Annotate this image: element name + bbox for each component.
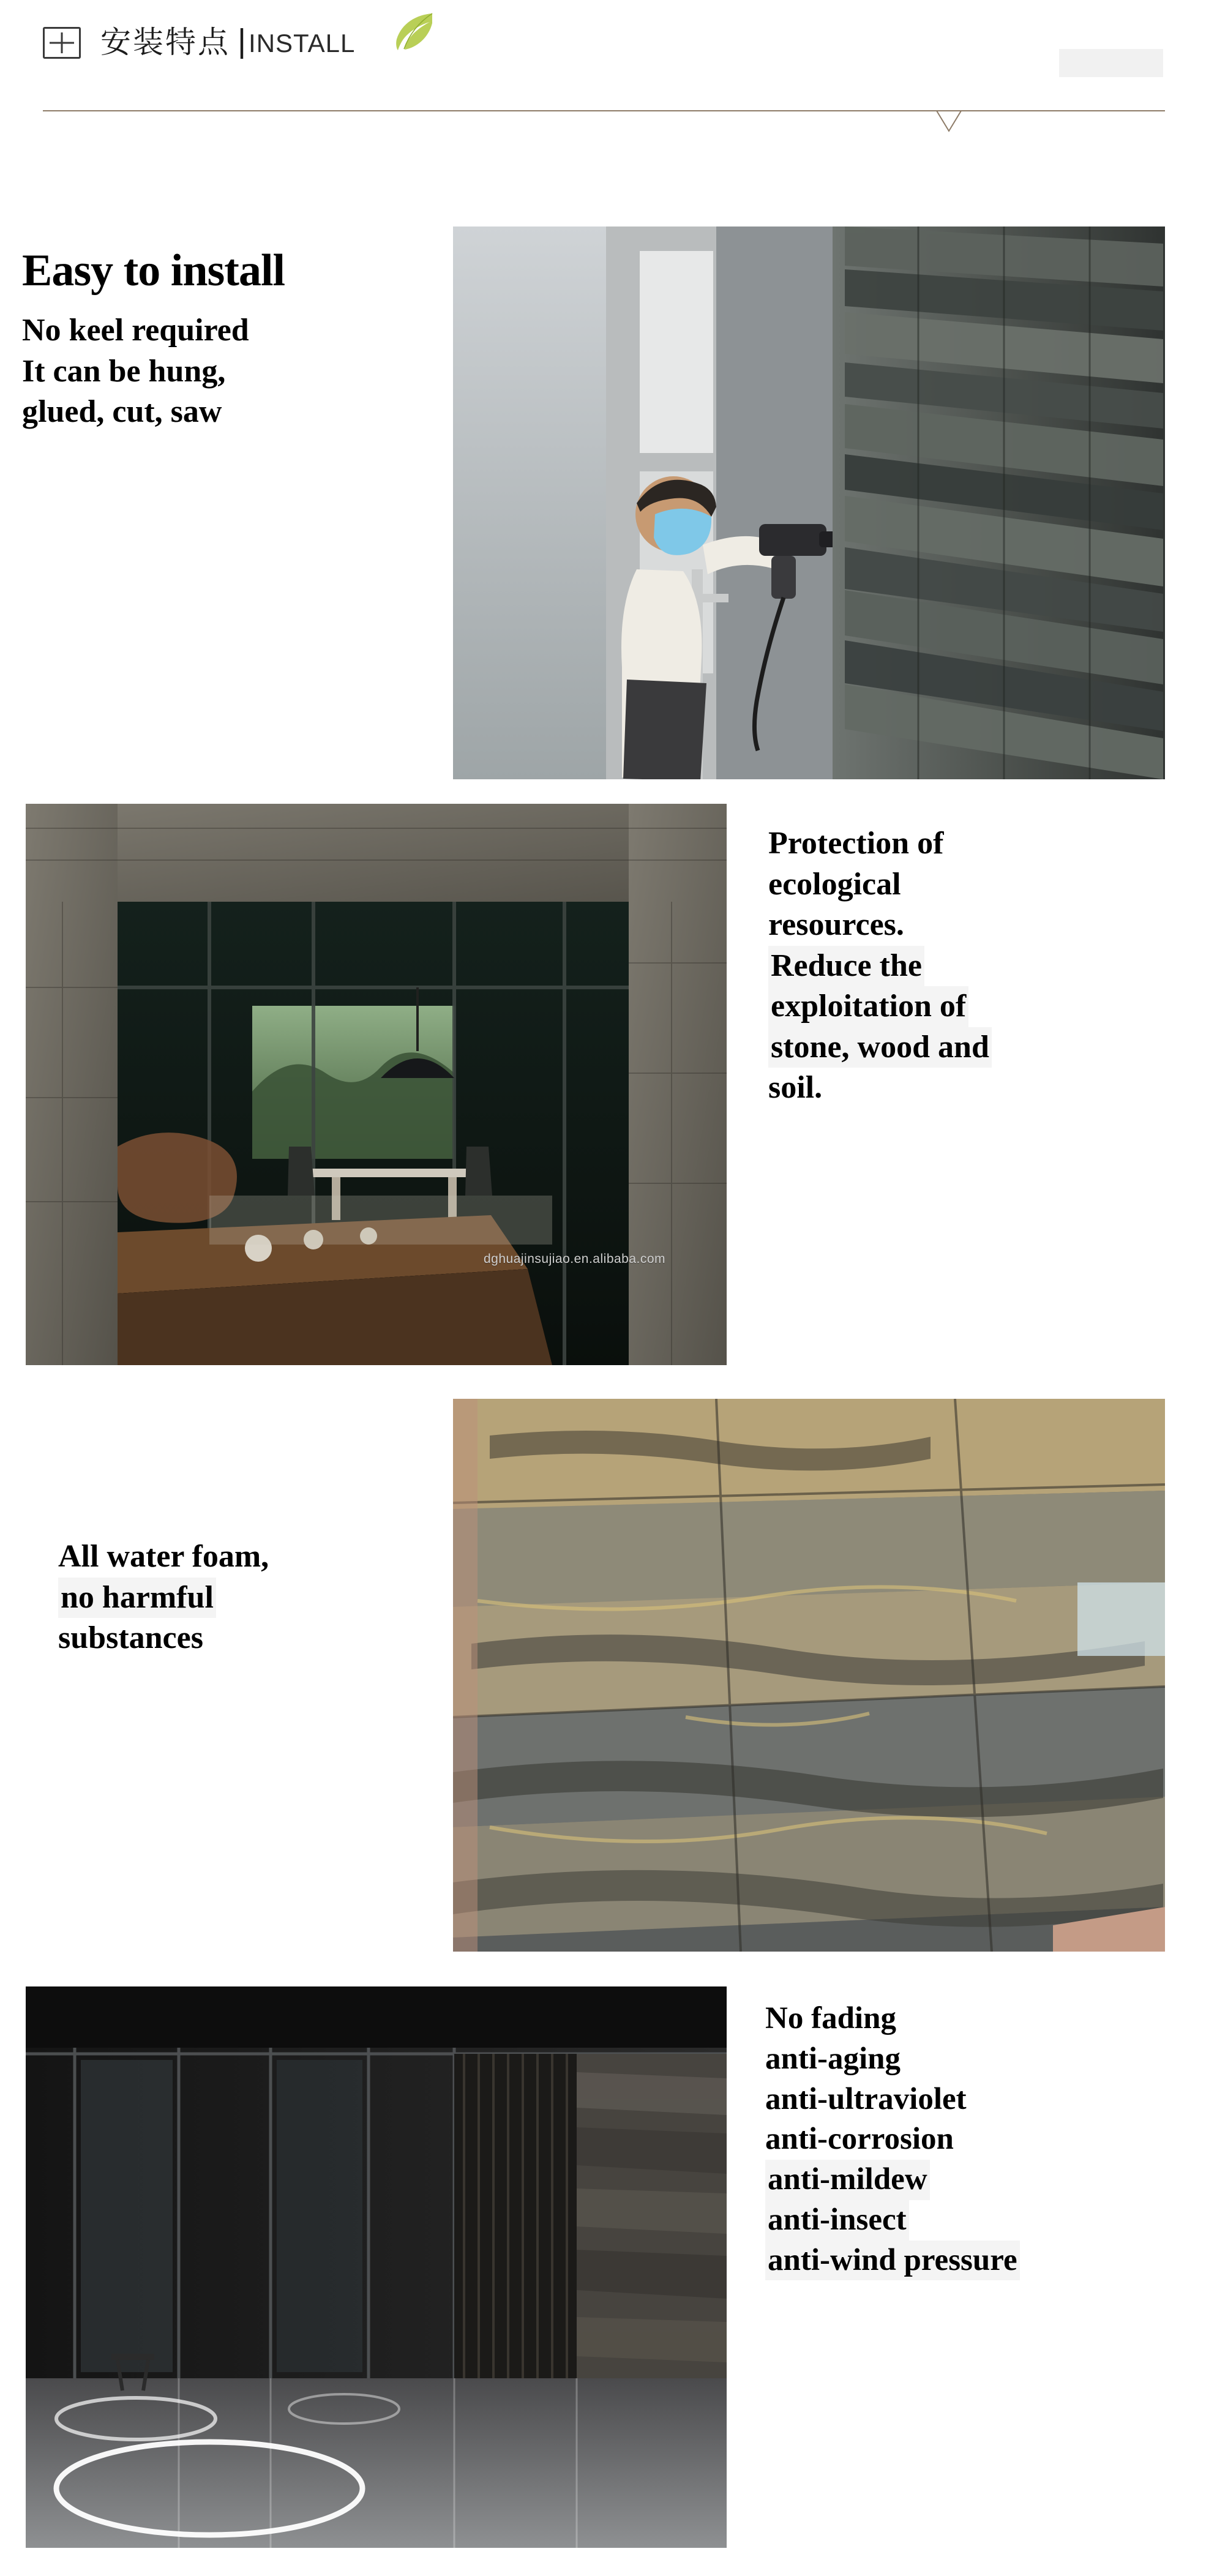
block-line: substances — [58, 1620, 203, 1656]
image-watermark: dghuajinsujiao.en.alibaba.com — [484, 1252, 666, 1266]
text-water-foam — [58, 1537, 438, 1659]
leaf-icon — [392, 12, 435, 51]
block-line — [58, 1578, 438, 1619]
block-line-highlight: stone, wood and — [768, 1027, 992, 1068]
image-dark-lobby — [26, 1986, 727, 2548]
block-line: anti-corrosion — [765, 2122, 954, 2157]
block-line: soil. — [768, 1070, 823, 1106]
image-water-foam-wall — [453, 1399, 1165, 1952]
block-line: Protection of — [768, 826, 944, 861]
grid-table-icon — [43, 27, 81, 59]
block-line — [768, 946, 1172, 987]
block-line: ecological — [768, 866, 901, 902]
block-line — [765, 2160, 1182, 2200]
page-header — [0, 0, 1206, 132]
header-notch-arrow — [875, 110, 1022, 135]
block-line-highlight: anti-wind pressure — [765, 2241, 1020, 2281]
block-line: No keel required — [22, 313, 249, 348]
block-line: anti-aging — [765, 2041, 901, 2076]
block-line — [765, 2241, 1182, 2281]
block-line-highlight: anti-insect — [765, 2200, 909, 2241]
block-line-highlight: exploitation of — [768, 986, 968, 1027]
block-line — [768, 986, 1172, 1027]
header-title-group — [43, 24, 355, 59]
block-line: It can be hung, — [22, 353, 226, 389]
block-line-highlight: anti-mildew — [765, 2160, 930, 2200]
block-line: anti-ultraviolet — [765, 2081, 967, 2116]
block-heading: Easy to install — [22, 245, 285, 296]
block-line-highlight: Reduce the — [768, 946, 924, 987]
block-line: resources. — [768, 907, 904, 943]
block-line: glued, cut, saw — [22, 394, 222, 430]
header-divider: | — [238, 23, 247, 59]
header-title-cn: 安装特点 — [100, 24, 230, 60]
image-easy-to-install — [453, 227, 1165, 779]
image-ecological-protection — [26, 804, 727, 1365]
text-easy-to-install — [22, 245, 444, 433]
block-line-highlight: no harmful — [58, 1578, 216, 1619]
header-corner-badge — [1059, 49, 1163, 77]
text-ecological-protection — [768, 823, 1172, 1109]
text-durability — [765, 1999, 1182, 2280]
block-line: No fading — [765, 2001, 896, 2035]
block-line — [768, 1027, 1172, 1068]
block-line: All water foam, — [58, 1539, 269, 1574]
block-line — [765, 2200, 1182, 2241]
header-title-en: INSTALL — [249, 29, 356, 58]
